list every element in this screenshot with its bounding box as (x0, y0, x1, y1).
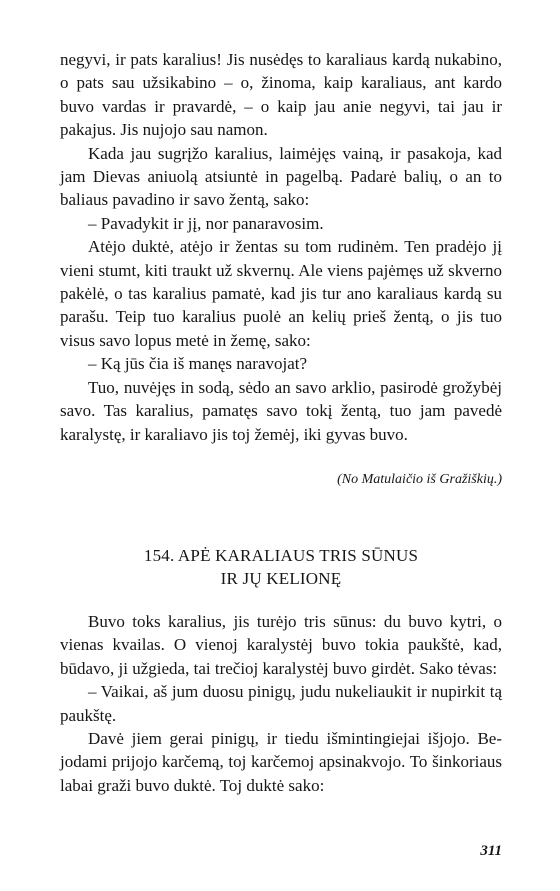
tale-title-line-2: IR JŲ KELIONĘ (220, 569, 342, 588)
paragraph: negyvi, ir pats karalius! Jis nusėdęs to karaliaus kardą nukabino, o pats sau užsikabino – o, žinoma, kaip karaliaus, ant kardo buvo vardas ir pravardė, – o kaip jau anie negyvi, tai jau ir pakajus. Jis nujojo sau namon. (60, 50, 502, 140)
story-continuation (60, 48, 502, 446)
page-number: 311 (480, 843, 502, 859)
paragraph: Davė jiem gerai pinigų, ir tiedu išmintingiejai išjojo. Bejodami prijojo karčemą, toj karčemoj apsinakvojo. To šinkoriaus labai graži buvo duktė. Toj duktė sako: (60, 729, 502, 795)
dialogue-line: – Pavadykit ir jį, nor panaravosim. (88, 213, 324, 233)
tale-title (60, 544, 502, 590)
tale-body (60, 610, 502, 797)
dialogue-line: – Vaikai, aš jum duosu pinigų, judu nukeliaukit ir nupirkit tą paukštę. (60, 682, 502, 725)
paragraph: Buvo toks karalius, jis turėjo tris sūnus: du buvo kytri, o vienas kvailas. O vienoj karalystėj buvo tokia paukštė, kad, būdavo, ji užgieda, tai trečioj karalystėj buvo girdėt. Sako tėvas: (60, 612, 502, 678)
paragraph: Kada jau sugrįžo karalius, laimėjęs vainą, ir pasakoja, kad jam Dievas aniuolą atsiuntė in pagelbą. Padarė balių, o an to baliaus pavadino ir savo žentą, sako: (60, 143, 502, 210)
dialogue-line: – Ką jūs čia iš manęs naravojat? (88, 354, 308, 374)
paragraph: Atėjo duktė, atėjo ir žentas su tom rudinėm. Ten pradėjo jį vieni stumt, kiti traukt už skvernų. Ale viens pajėmęs už skverno pakėlė, o tas karalius pamatė, kad jis tur ano karaliaus kardą su parašu. Teip tuo karalius puolė an kelių prieš žentą, o jis tuo visus savo lopus metė in žemę, sako: (60, 237, 502, 350)
paragraph: Tuo, nuvėjęs in sodą, sėdo an savo arklio, pasirodė grožybėj savo. Tas karalius, pamatęs savo tokį žentą, tuo jam pavedė karalystę, ir karaliavo jis toj žemėj, iki gyvas buvo. (60, 377, 502, 444)
tale-title-line-1: 154. APĖ KARALIAUS TRIS SŪNUS (143, 546, 419, 565)
source-attribution: (No Matulaičio iš Gražiškių.) (337, 472, 502, 487)
